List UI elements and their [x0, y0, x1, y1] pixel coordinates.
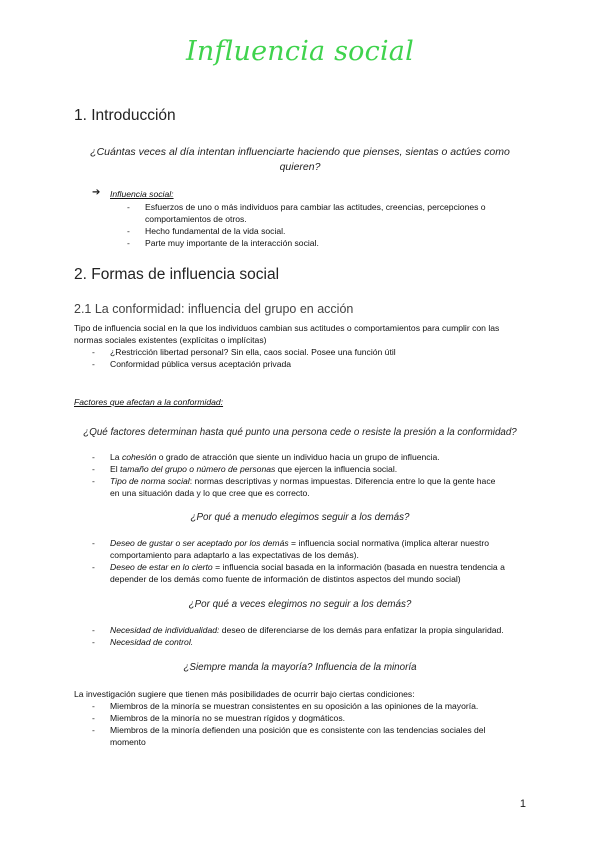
dash-bullet: - — [92, 637, 95, 647]
list-item: La cohesión o grado de atracción que siente un individuo hacia un grupo de influencia. — [110, 452, 440, 462]
paragraph-line: normas sociales existentes (explícitas o implícitas) — [74, 335, 267, 345]
list-item: Esfuerzos de uno o más individuos para cambiar las actitudes, creencias, percepciones o — [145, 202, 486, 212]
factors-label: Factores que afectan a la conformidad: — [74, 397, 224, 407]
intro-question: ¿Cuántas veces al día intentan influenciarte haciendo que pienses, sientas o actúes como quieren? — [90, 146, 510, 173]
minority-question: ¿Siempre manda la mayoría? Influencia de la minoría — [183, 662, 417, 673]
arrow-bullet-icon: ➔ — [92, 187, 101, 198]
page-number: 1 — [519, 798, 526, 810]
list-item: momento — [110, 737, 146, 747]
dash-bullet: - — [92, 713, 95, 723]
paragraph-line: Tipo de influencia social en la que los individuos cambian sus actitudes o comportamientos para cumplir con las — [74, 323, 500, 333]
list-item: Parte muy importante de la interacción social. — [145, 238, 319, 248]
section-heading-formas: 2. Formas de influencia social — [74, 266, 280, 283]
dash-bullet: - — [92, 562, 95, 572]
list-item: en una situación dada y lo que cree que es correcto. — [110, 488, 310, 498]
list-item: Necesidad de control. — [110, 637, 194, 647]
list-item: depender de los demás como fuente de información de distintos aspectos del mundo social) — [110, 574, 461, 584]
section-heading-introduccion: 1. Introducción — [74, 107, 176, 124]
dash-bullet: - — [92, 359, 95, 369]
list-item: ¿Restricción libertad personal? Sin ella, caos social. Posee una función útil — [110, 347, 396, 357]
list-item: El tamaño del grupo o número de personas que ejercen la influencia social. — [110, 464, 398, 474]
list-item: Deseo de gustar o ser aceptado por los demás = influencia social normativa (implica alterar nuestro — [110, 538, 490, 548]
list-item: comportamientos de otros. — [145, 214, 247, 224]
dash-bullet: - — [127, 238, 130, 248]
definition-label: Influencia social: — [110, 189, 174, 199]
list-item: Conformidad pública versus aceptación privada — [110, 359, 292, 369]
dash-bullet: - — [92, 347, 95, 357]
dash-bullet: - — [127, 202, 130, 212]
dash-bullet: - — [92, 476, 95, 486]
paragraph-line: La investigación sugiere que tienen más posibilidades de ocurrir bajo ciertas condiciones: — [74, 689, 415, 699]
document-title: Influencia social — [186, 36, 414, 67]
dash-bullet: - — [92, 625, 95, 635]
subsection-heading: 2.1 La conformidad: influencia del grupo en acción — [74, 302, 354, 316]
list-item: Deseo de estar en lo cierto = influencia social basada en la información (basada en nuestra tendencia a — [110, 562, 505, 572]
dash-bullet: - — [92, 464, 95, 474]
list-item: Miembros de la minoría defienden una posición que es consistente con las tendencias sociales del — [110, 725, 486, 735]
dash-bullet: - — [92, 538, 95, 548]
list-item: Miembros de la minoría se muestran consistentes en su oposición a las opiniones de la mayoría. — [110, 701, 479, 711]
dash-bullet: - — [92, 452, 95, 462]
dash-bullet: - — [127, 226, 130, 236]
dash-bullet: - — [92, 725, 95, 735]
list-item: Necesidad de individualidad: deseo de diferenciarse de los demás para enfatizar la propia singularidad. — [110, 625, 504, 635]
factors-question: ¿Qué factores determinan hasta qué punto una persona cede o resiste la presión a la conformidad? — [83, 427, 517, 438]
dash-bullet: - — [92, 701, 95, 711]
follow-question: ¿Por qué a menudo elegimos seguir a los demás? — [190, 512, 410, 523]
list-item: Tipo de norma social: normas descriptivas y normas impuestas. Diferencia entre lo que la gente hace — [110, 476, 496, 486]
list-item: comportamiento para adaptarlo a las expectativas de los demás). — [110, 550, 359, 560]
not-follow-question: ¿Por qué a veces elegimos no seguir a los demás? — [188, 599, 412, 610]
list-item: Hecho fundamental de la vida social. — [145, 226, 286, 236]
list-item: Miembros de la minoría no se muestran rígidos y dogmáticos. — [110, 713, 345, 723]
